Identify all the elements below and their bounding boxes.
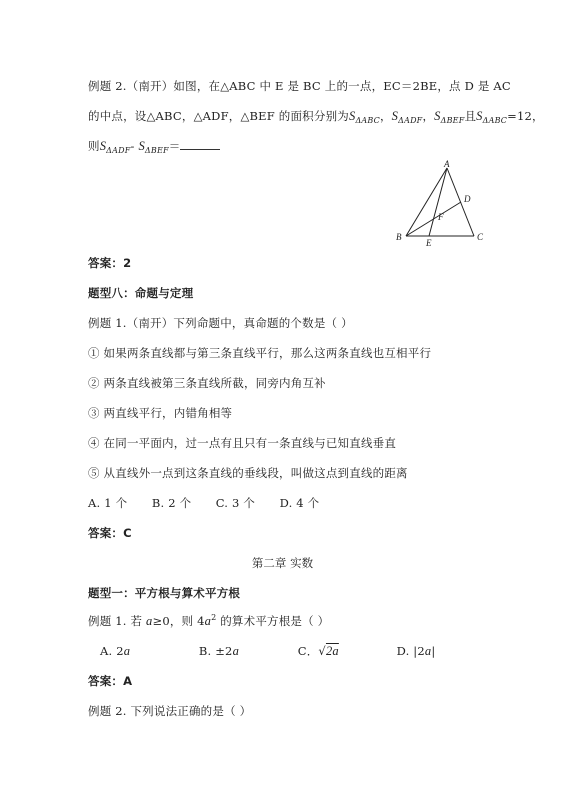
area-s-abc-sub: ΔABC [355,116,380,125]
label-b: B [396,232,402,242]
area-s-bef-3: S [138,139,145,153]
edge-ab [406,168,447,236]
option-c [298,643,393,659]
option-b-label: B. ±2 [198,644,233,658]
option-b [199,644,294,659]
triangle-figure [392,160,492,250]
minus-sign: - [130,139,139,153]
label-e: E [426,238,432,248]
option-d-var: a [424,644,432,658]
exponent-2: 2 [211,613,217,623]
then-text: 则 [88,139,100,153]
section-heading-1: 题型一：平方根与算术平方根 [88,586,241,600]
example3-suffix: 的算术平方根是（ ） [216,614,330,628]
option-b: B. 2 个 [151,496,192,510]
example3-stem [88,613,329,629]
option-d [397,644,467,659]
answer-1: 答案：2 [88,256,132,270]
equals-sign: ＝ [168,139,181,153]
option-a-label: A. 2 [100,644,124,658]
label-d: D [464,194,471,204]
example2-line1 [88,78,511,94]
option-d-label: D. |2 [396,644,425,658]
equals-12: =12， [507,109,544,123]
var-a-squared: a [204,614,212,628]
area-s-abc-sub-2: ΔABC [482,116,508,125]
option-c-label: C． [297,644,319,658]
area-s-abc: S [348,109,356,123]
separator: ， [422,109,435,123]
area-s-bef-sub: ΔBEF [440,116,465,125]
area-s-adf-sub-3: ΔADF [106,146,131,155]
answer-2: 答案：C [88,526,132,540]
label-a: A [444,160,450,169]
section-heading-8: 题型八：命题与定理 [88,286,194,300]
area-s-bef-sub-3: ΔBEF [144,146,169,155]
answer-blank [180,139,220,150]
example3-prefix: 例题 1. 若 [88,614,147,628]
example1-item-3: ③ 两直线平行，内错角相等 [88,406,233,420]
example3-options [100,643,467,659]
area-s-adf-3: S [99,139,107,153]
example1-item-4: ④ 在同一平面内，过一点有且只有一条直线与已知直线垂直 [88,436,397,450]
sqrt-radicand: 2a [325,644,339,658]
ge-text: ≥0，则 4 [152,614,205,628]
option-b-var: a [232,644,240,658]
example1-stem: 例题 1.（南开）下列命题中，真命题的个数是（ ） [88,316,353,330]
var-a: a [146,614,153,628]
option-d-end: | [431,644,436,658]
segment-ae [429,168,447,236]
answer-3: 答案：A [88,674,133,688]
label-f: F [438,212,444,222]
chapter-title: 第二章 实数 [251,556,314,570]
option-a [100,644,195,659]
example2-line2-text: 的中点，设△ABC，△ADF，△BEF 的面积分别为 [88,109,349,123]
example1-options [88,495,340,511]
option-c: C. 3 个 [215,496,256,510]
example1-item-1: ① 如果两条直线都与第三条直线平行，那么这两条直线也互相平行 [88,346,432,360]
example2-line2 [88,108,544,125]
example2-line3 [88,138,220,155]
example4-stem: 例题 2. 下列说法正确的是（ ） [88,704,252,718]
option-a: A. 1 个 [88,496,128,510]
area-s-adf: S [391,109,399,123]
separator: ， [379,109,392,123]
area-s-adf-sub: ΔADF [398,116,423,125]
example2-line1-text: 例题 2.（南开）如图，在△ABC 中 E 是 BC 上的一点，EC＝2BE，点 D 是 AC [88,79,511,93]
and-text: 且 [464,109,477,123]
option-d: D. 4 个 [279,496,320,510]
area-s-bef: S [434,109,441,123]
option-a-var: a [123,644,131,658]
example1-item-2: ② 两条直线被第三条直线所截，同旁内角互补 [88,376,326,390]
sqrt-sign: √ [318,644,326,658]
example1-item-5: ⑤ 从直线外一点到这条直线的垂线段，叫做这点到直线的距离 [88,466,408,480]
area-s-abc-2: S [476,109,483,123]
label-c: C [477,232,484,242]
